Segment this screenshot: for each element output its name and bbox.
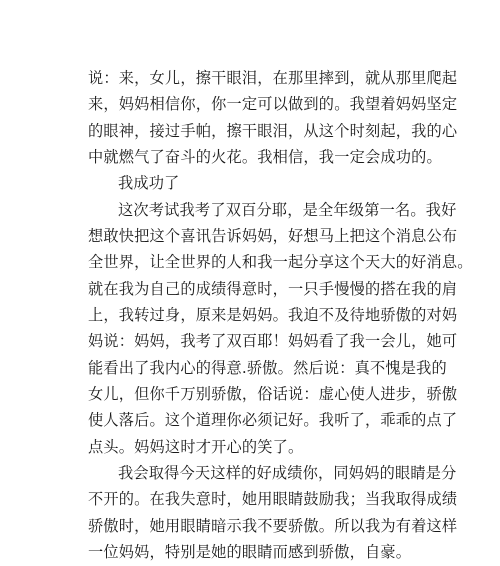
text-line: 想敢快把这个喜讯告诉妈妈，好想马上把这个消息公布 <box>88 227 458 245</box>
text-line: 点头。妈妈这时才开心的笑了。 <box>88 437 304 456</box>
section-heading: 我成功了 <box>118 174 180 193</box>
text-line: 不开的。在我失意时，她用眼睛鼓励我；当我取得成绩 <box>88 490 458 509</box>
text-line: 来，妈妈相信你，你一定可以做到的。我望着妈妈坚定 <box>88 95 458 114</box>
text-line: 我会取得今天这样的好成绩你，同妈妈的眼睛是分 <box>118 464 457 482</box>
text-line: 一位妈妈，特别是她的眼睛而感到骄傲，自豪。 <box>88 543 412 561</box>
text-line: 使人落后。这个道理你必须记好。我听了，乖乖的点了 <box>88 411 458 430</box>
text-line: 妈说：妈妈，我考了双百耶！妈妈看了我一会儿，她可 <box>88 332 458 351</box>
text-line: 的眼神，接过手帕，擦干眼泪，从这个时刻起，我的心 <box>88 121 458 140</box>
text-line: 全世界，让全世界的人和我一起分享这个天大的好消息。 <box>88 253 473 272</box>
text-line: 中就燃气了奋斗的火花。我相信，我一定会成功的。 <box>88 148 442 166</box>
text-line: 上，我转过身，原来是妈妈。我迫不及待地骄傲的对妈 <box>88 306 458 324</box>
text-line: 说：来，女儿，擦干眼泪，在那里摔到，就从那里爬起 <box>88 69 458 87</box>
text-line: 女儿，但你千万别骄傲，俗话说：虚心使人进步，骄傲 <box>88 385 458 403</box>
text-line: 这次考试我考了双百分耶，是全年级第一名。我好 <box>118 200 457 219</box>
text-line: 就在我为自己的成绩得意时，一只手慢慢的搭在我的肩 <box>88 279 458 298</box>
text-line: 骄傲时，她用眼睛暗示我不要骄傲。所以我为有着这样 <box>88 516 458 535</box>
text-line: 能看出了我内心的得意.骄傲。然后说：真不愧是我的 <box>88 358 447 377</box>
